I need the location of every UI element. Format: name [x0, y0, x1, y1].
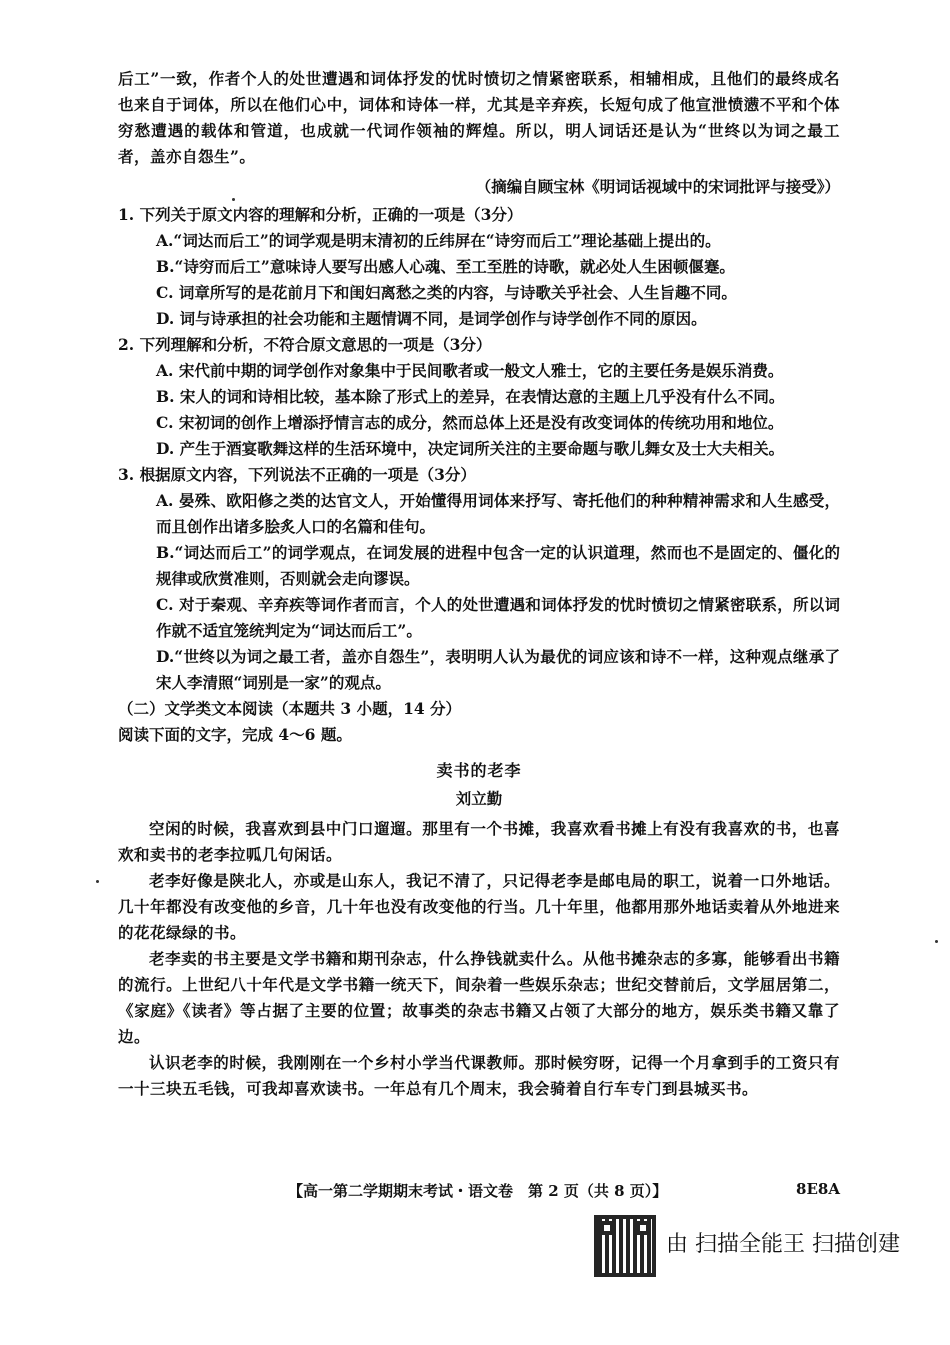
question-3: [118, 462, 840, 696]
option-b: B.“诗穷而后工”意味诗人要写出感人心魂、至工至胜的诗歌，就必处人生困顿偃蹇。: [156, 257, 735, 276]
question-stem: 2. 下列理解和分析，不符合原文意思的一项是（3分）: [118, 335, 492, 354]
section-title: （二）文学类文本阅读（本题共 3 小题，14 分）: [118, 699, 462, 718]
section-instruction: 阅读下面的文字，完成 4～6 题。: [118, 725, 352, 744]
page-content: [118, 66, 840, 1102]
option-c: C. 宋初词的创作上增添抒情言志的成分，然而总体上还是没有改变词体的传统功用和地位。: [156, 413, 784, 432]
scanner-watermark: [594, 1215, 934, 1295]
option-a: A.“词达而后工”的词学观是明末清初的丘纬屏在“诗穷而后工”理论基础上提出的。: [156, 231, 721, 250]
option-b: B.“词达而后工”的词学观点，在词发展的进程中包含一定的认识道理，然而也不是固定的、僵化的规律或欣赏准则，否则就会走向谬误。: [156, 543, 840, 588]
story-paragraph: 空闲的时候，我喜欢到县中门口遛遛。那里有一个书摊，我喜欢看书摊上有没有我喜欢的书，也喜欢和卖书的老李拉呱几句闲话。: [118, 819, 840, 864]
story-paragraph: 认识老李的时候，我刚刚在一个乡村小学当代课教师。那时候穷呀，记得一个月拿到手的工资只有一十三块五毛钱，可我却喜欢读书。一年总有几个周末，我会骑着自行车专门到县城买书。: [118, 1053, 840, 1098]
scan-speck: [935, 940, 938, 943]
option-c: C. 对于秦观、辛弃疾等词作者而言，个人的处世遭遇和词体抒发的忧时愤切之情紧密联系，所以词作就不适宜笼统判定为“词达而后工”。: [156, 595, 840, 640]
story-title: 卖书的老李: [436, 761, 522, 780]
option-b: B. 宋人的词和诗相比较，基本除了形式上的差异，在表情达意的主题上几乎没有什么不同。: [156, 387, 785, 406]
scan-speck: [232, 198, 235, 201]
story-paragraph: 老李好像是陕北人，亦或是山东人，我记不清了，只记得老李是邮电局的职工，说着一口外地话。几十年都没有改变他的乡音，几十年也没有改变他的行当。几十年里，他都用那外地话卖着从外地进来的花花绿绿的书。: [118, 871, 840, 942]
scanner-text: 由 扫描全能王 扫描创建: [666, 1232, 900, 1257]
option-d: D. 词与诗承担的社会功能和主题情调不同，是词学创作与诗学创作不同的原因。: [156, 309, 707, 328]
question-stem: 3. 根据原文内容，下列说法不正确的一项是（3分）: [118, 465, 476, 484]
story-author: 刘立勤: [455, 789, 503, 808]
story-paragraph: 老李卖的书主要是文学书籍和期刊杂志，什么挣钱就卖什么。从他书摊杂志的多寡，能够看出书籍的流行。上世纪八十年代是文学书籍一统天下，间杂着一些娱乐杂志；世纪交替前后，文学屈居第二，《家庭》《读者》等占据了主要的位置；故事类的杂志书籍又占领了大部分的地方，娱乐类书籍又靠了边。: [118, 949, 840, 1046]
passage-continuation: 后工”一致，作者个人的处世遭遇和词体抒发的忧时愤切之情紧密联系，相辅相成，且他们的最终成名也来自于词体，所以在他们心中，词体和诗体一样，尤其是辛弃疾，长短句成了他宣泄愤懑不平和个体穷愁遭遇的载体和管道，也成就一代词作领袖的辉煌。所以，明人词话还是认为“世终以为词之最工者，盖亦自怨生”。: [118, 69, 840, 166]
passage-source: （摘编自顾宝林《明词话视域中的宋词批评与接受》）: [475, 177, 840, 196]
option-d: D.“世终以为词之最工者，盖亦自怨生”，表明明人认为最优的词应该和诗不一样，这种观点继承了宋人李清照“词别是一家”的观点。: [156, 647, 840, 692]
question-1: [118, 202, 840, 332]
qr-code-icon: [594, 1215, 656, 1277]
option-d: D. 产生于酒宴歌舞这样的生活环境中，决定词所关注的主要命题与歌儿舞女及士大夫相关。: [156, 439, 785, 458]
option-a: A. 晏殊、欧阳修之类的达官文人，开始懂得用词体来抒写、寄托他们的种种精神需求和人生感受，而且创作出诸多脍炙人口的名篇和佳句。: [156, 491, 840, 536]
question-2: [118, 332, 840, 462]
question-stem: 1. 下列关于原文内容的理解和分析，正确的一项是（3分）: [118, 205, 523, 224]
scan-speck: [96, 880, 99, 883]
option-c: C. 词章所写的是花前月下和闺妇离愁之类的内容，与诗歌关乎社会、人生旨趣不同。: [156, 283, 737, 302]
paper-code: 8E8A: [796, 1180, 840, 1198]
option-a: A. 宋代前中期的词学创作对象集中于民间歌者或一般文人雅士，它的主要任务是娱乐消费。: [156, 361, 784, 380]
exam-info: 【高一第二学期期末考试・语文卷 第 2 页（共 8 页）】: [288, 1182, 668, 1200]
